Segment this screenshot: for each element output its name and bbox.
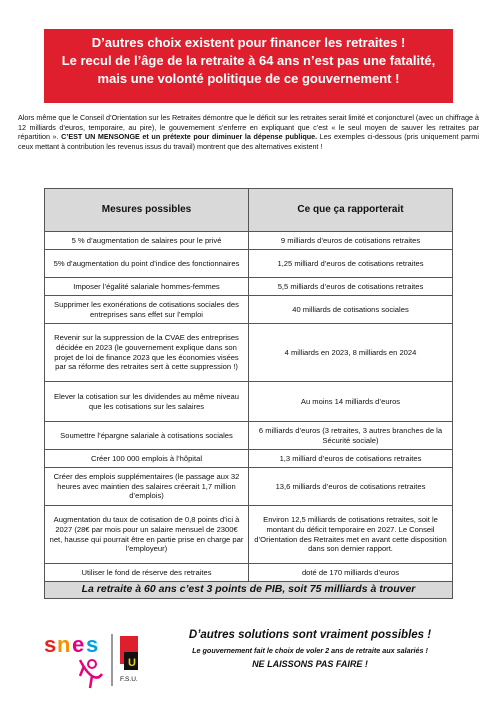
footer-line-1: D’autres solutions sont vraiment possibles ! — [188, 629, 432, 641]
union-logos — [40, 630, 160, 690]
header-revenue: Ce que ça rapporterait — [249, 189, 453, 232]
svg-text:s: s — [44, 632, 57, 657]
revenue-cell: 1,3 milliard d’euros de cotisations retraites — [249, 450, 453, 468]
snes-logo — [40, 630, 160, 690]
banner-line-2: Le recul de l’âge de la retraite à 64 ans n’est pas une fatalité, — [61, 53, 436, 68]
table-total-row — [45, 582, 453, 599]
table-row — [45, 382, 453, 422]
svg-text:n: n — [57, 632, 71, 657]
banner-line-3: mais une volonté politique de ce gouvernement ! — [97, 71, 400, 86]
table-row — [45, 278, 453, 296]
title-banner — [44, 29, 453, 103]
footer-slogan — [160, 627, 460, 671]
revenue-cell: doté de 170 milliards d’euros — [249, 564, 453, 582]
table-row — [45, 506, 453, 564]
measure-cell: Elever la cotisation sur les dividendes au même niveau que les cotisations sur les salaires — [45, 382, 249, 422]
measure-cell: Revenir sur la suppression de la CVAE des entreprises décidée en 2023 (le gouvernement explique dans son projet de loi de finance 2023 que les économies visées par sa réforme des retraites sert à cette suppression !) — [45, 324, 249, 382]
revenue-cell: 6 milliards d’euros (3 retraites, 3 autres branches de la Sécurité sociale) — [249, 422, 453, 450]
measure-cell: Imposer l’égalité salariale hommes-femmes — [45, 278, 249, 296]
measure-cell: Soumettre l’épargne salariale à cotisations sociales — [45, 422, 249, 450]
svg-text:s: s — [86, 632, 99, 657]
table-row — [45, 564, 453, 582]
footer-line-2: Le gouvernement fait le choix de voler 2 ans de retraite aux salariés ! — [192, 646, 428, 655]
revenue-cell: 9 milliards d’euros de cotisations retraites — [249, 232, 453, 250]
table-row — [45, 450, 453, 468]
table-row — [45, 250, 453, 278]
revenue-cell: 13,6 milliards d’euros de cotisations retraites — [249, 468, 453, 506]
fsu-label: F.S.U. — [120, 676, 138, 683]
measure-cell: Créer des emplois supplémentaires (le passage aux 32 heures avec maintien des salaires créerait 1,7 million d’emplois) — [45, 468, 249, 506]
measure-cell: Supprimer les exonérations de cotisations sociales des entreprises sans effet sur l’emploi — [45, 296, 249, 324]
measure-cell: 5 % d’augmentation de salaires pour le privé — [45, 232, 249, 250]
svg-text:e: e — [72, 632, 85, 657]
table-row — [45, 296, 453, 324]
footer-line-3: NE LAISSONS PAS FAIRE ! — [252, 659, 368, 669]
measure-cell: Augmentation du taux de cotisation de 0,8 points d’ici à 2027 (28€ par mois pour un salaire mensuel de 2300€ net, hausse qui pourrait être en partie prise en charge par l’employeur) — [45, 506, 249, 564]
intro-text-2: Les exemples ci-dessous (pris uniquement parmi ceux mettant à contribution les revenus issus du travail) montrent que des alternatives existent ! — [18, 132, 479, 151]
measures-table — [44, 188, 453, 599]
table-row — [45, 468, 453, 506]
total-cell: La retraite à 60 ans c’est 3 points de PIB, soit 75 milliards à trouver — [45, 582, 453, 599]
measure-cell: Créer 100 000 emplois à l’hôpital — [45, 450, 249, 468]
revenue-cell: Au moins 14 milliards d’euros — [249, 382, 453, 422]
intro-paragraph — [18, 113, 479, 151]
revenue-cell: 5,5 milliards d’euros de cotisations retraites — [249, 278, 453, 296]
table-row — [45, 232, 453, 250]
banner-line-1: D’autres choix existent pour financer les retraites ! — [91, 35, 406, 50]
revenue-cell: 1,25 milliard d’euros de cotisations retraites — [249, 250, 453, 278]
table-row — [45, 422, 453, 450]
table-row — [45, 324, 453, 382]
intro-text-1: Alors même que le Conseil d’Orientation sur les Retraites démontre que le déficit sur les retraites serait limité et conjoncturel (avec un chiffrage à 12 milliards d’euros, temporaire, au pire), le gouvernement s’enferre en expliquant que c’est « le seul moyen de sauver les retraites par répartition ». — [18, 113, 479, 142]
revenue-cell: 4 milliards en 2023, 8 milliards en 2024 — [249, 324, 453, 382]
revenue-cell: Environ 12,5 milliards de cotisations retraites, soit le montant du déficit temporaire en 2027. Le Conseil d’Orientation des Retraites met en avant cette disposition dans son dernier rapport. — [249, 506, 453, 564]
revenue-cell: 40 milliards de cotisations sociales — [249, 296, 453, 324]
svg-text:U: U — [128, 657, 136, 669]
intro-bold: C’EST UN MENSONGE et un prétexte pour diminuer la dépense publique. — [61, 132, 318, 142]
measure-cell: 5% d’augmentation du point d’indice des fonctionnaires — [45, 250, 249, 278]
header-measures: Mesures possibles — [45, 189, 249, 232]
measure-cell: Utiliser le fond de réserve des retraites — [45, 564, 249, 582]
